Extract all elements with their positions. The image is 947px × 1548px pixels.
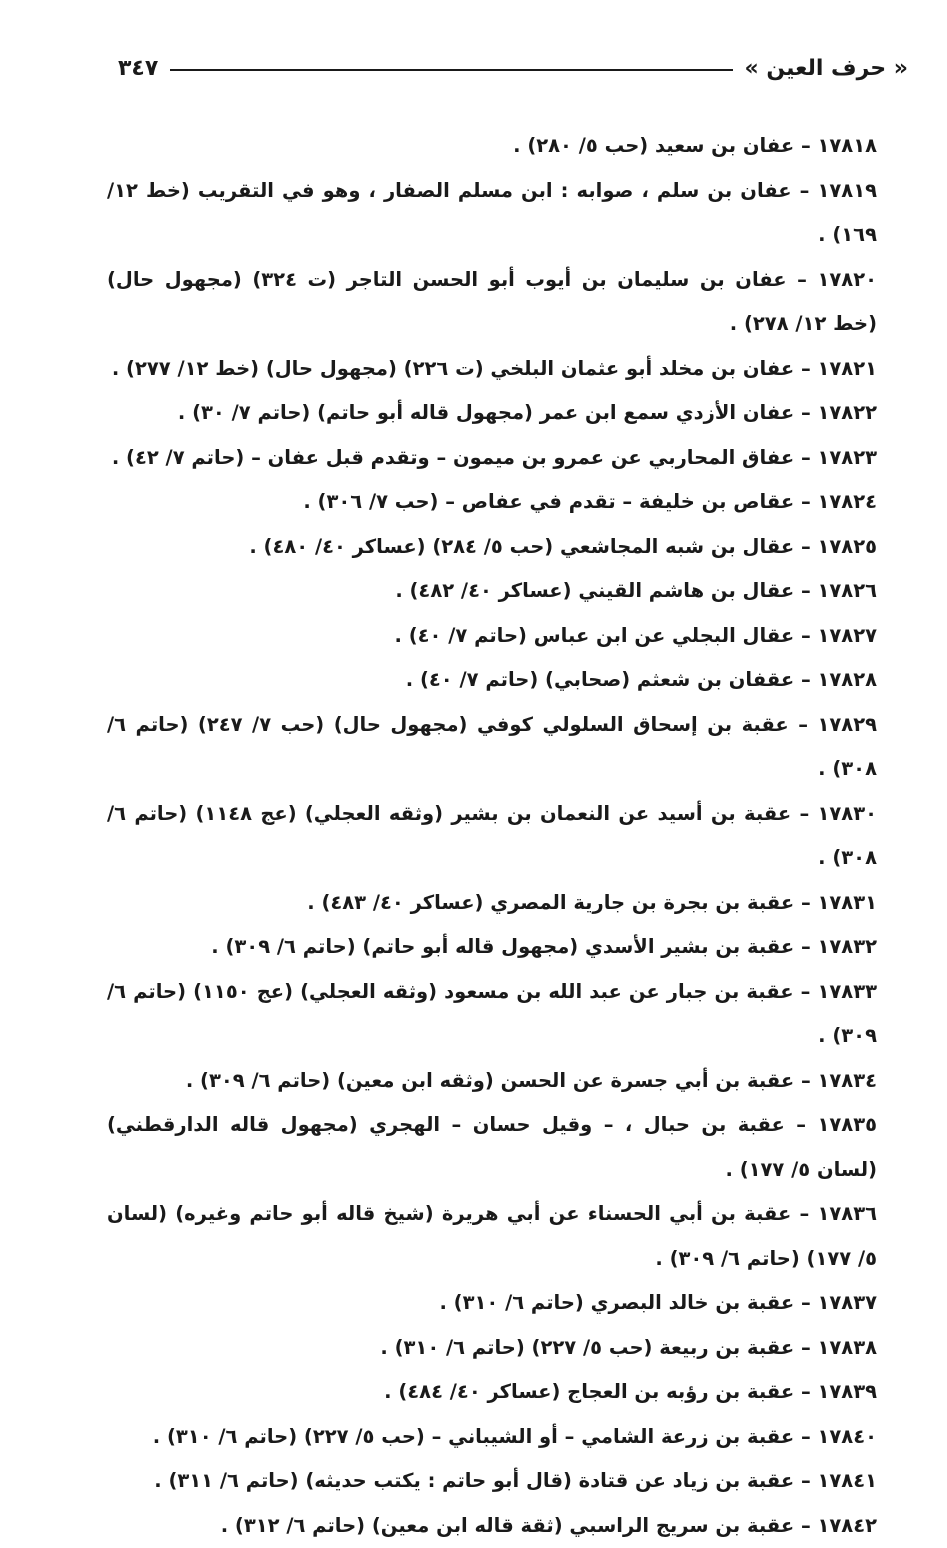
entry-number: ١٧٨٣١ — [817, 891, 877, 914]
entry-text: عقال البجلي عن ابن عباس (حاتم ٧/ ٤٠) . — [395, 624, 795, 647]
entry-text: عقال بن شبه المجاشعي (حب ٥/ ٢٨٤) (عساكر ٤٠/ ٤٨٠) . — [249, 535, 794, 558]
entry-text: عقبة بن بجرة بن جارية المصري (عساكر ٤٠/ ٤٨٣) . — [307, 891, 794, 914]
list-item: ١٧٨٢٥ – عقال بن شبه المجاشعي (حب ٥/ ٢٨٤) (عساكر ٤٠/ ٤٨٠) . — [107, 525, 877, 570]
entry-number: ١٧٨٢٢ — [817, 401, 877, 424]
page-number: ٣٤٧ — [118, 56, 158, 81]
entry-number: ١٧٨٢٤ — [817, 490, 877, 513]
list-item: ١٧٨٣٤ – عقبة بن أبي جسرة عن الحسن (وثقه ابن معين) (حاتم ٦/ ٣٠٩) . — [107, 1059, 877, 1104]
entry-number: ١٧٨٢٧ — [817, 624, 877, 647]
list-item: ١٧٨٣٥ – عقبة بن حبال ، – وقيل حسان – الهجري (مجهول قاله الدارقطني) (لسان ٥/ ١٧٧) . — [107, 1103, 877, 1192]
list-item: ١٧٨٢٣ – عفاق المحاربي عن عمرو بن ميمون – وتقدم قبل عفان – (حاتم ٧/ ٤٢) . — [107, 436, 877, 481]
entry-text: عقبة بن رؤبه بن العجاج (عساكر ٤٠/ ٤٨٤) . — [384, 1380, 794, 1403]
list-item: ١٧٨١٨ – عفان بن سعيد (حب ٥/ ٢٨٠) . — [107, 124, 877, 169]
list-item: ١٧٨٢٢ – عفان الأزدي سمع ابن عمر (مجهول قاله أبو حاتم) (حاتم ٧/ ٣٠) . — [107, 391, 877, 436]
list-item: ١٧٨٢٧ – عقال البجلي عن ابن عباس (حاتم ٧/ ٤٠) . — [107, 614, 877, 659]
list-item: ١٧٨٤١ – عقبة بن زياد عن قتادة (قال أبو حاتم : يكتب حديثه) (حاتم ٦/ ٣١١) . — [107, 1459, 877, 1504]
list-item: ١٧٨٣٩ – عقبة بن رؤبه بن العجاج (عساكر ٤٠/ ٤٨٤) . — [107, 1370, 877, 1415]
entry-number: ١٧٨١٨ — [817, 134, 877, 157]
entry-number: ١٧٨٣٦ — [817, 1202, 877, 1225]
entry-number: ١٧٨٤٠ — [817, 1425, 877, 1448]
entry-number: ١٧٨١٩ — [817, 179, 877, 202]
entry-number: ١٧٨٢٣ — [817, 446, 877, 469]
entry-text: عقبة بن بشير الأسدي (مجهول قاله أبو حاتم) (حاتم ٦/ ٣٠٩) . — [211, 935, 794, 958]
entry-text: عقفان بن شعثم (صحابي) (حاتم ٧/ ٤٠) . — [406, 668, 794, 691]
entry-text: عقبة بن إسحاق السلولي كوفي (مجهول حال) (حب ٧/ ٢٤٧) (حاتم ٦/ ٣٠٨) . — [107, 713, 877, 781]
entry-text: عفان بن مخلد أبو عثمان البلخي (ت ٢٢٦) (مجهول حال) (خط ١٢/ ٢٧٧) . — [112, 357, 794, 380]
entry-text: عقبة بن خالد البصري (حاتم ٦/ ٣١٠) . — [439, 1291, 794, 1314]
entry-number: ١٧٨٢٨ — [817, 668, 877, 691]
entry-text: عفان بن سعيد (حب ٥/ ٢٨٠) . — [513, 134, 794, 157]
header-rule — [170, 69, 732, 71]
entry-number: ١٧٨٤٢ — [817, 1514, 877, 1537]
list-item: ١٧٨٣٢ – عقبة بن بشير الأسدي (مجهول قاله أبو حاتم) (حاتم ٦/ ٣٠٩) . — [107, 925, 877, 970]
list-item: ١٧٨٢٤ – عقاص بن خليفة – تقدم في عفاص – (حب ٧/ ٣٠٦) . — [107, 480, 877, 525]
entry-number: ١٧٨٢٠ — [817, 268, 877, 291]
list-item: ١٧٨٢٩ – عقبة بن إسحاق السلولي كوفي (مجهول حال) (حب ٧/ ٢٤٧) (حاتم ٦/ ٣٠٨) . — [107, 703, 877, 792]
list-item: ١٧٨٤٠ – عقبة بن زرعة الشامي – أو الشيباني – (حب ٥/ ٢٢٧) (حاتم ٦/ ٣١٠) . — [107, 1415, 877, 1460]
entry-text: عقبة بن جبار عن عبد الله بن مسعود (وثقه العجلي) (عج ١١٥٠) (حاتم ٦/ ٣٠٩) . — [107, 980, 877, 1048]
entry-number: ١٧٨٢٦ — [817, 579, 877, 602]
entry-number: ١٧٨٣٤ — [817, 1069, 877, 1092]
list-item: ١٧٨٢٠ – عفان بن سليمان بن أيوب أبو الحسن التاجر (ت ٣٢٤) (مجهول حال) (خط ١٢/ ٢٧٨) . — [107, 258, 877, 347]
list-item: ١٧٨٣٦ – عقبة بن أبي الحسناء عن أبي هريرة (شيخ قاله أبو حاتم وغيره) (لسان ٥/ ١٧٧) (حاتم ٦/ ٣٠٩) . — [107, 1192, 877, 1281]
entry-text: عفان بن سلم ، صوابه : ابن مسلم الصفار ، وهو في التقريب (خط ١٢/ ١٦٩) . — [107, 179, 877, 247]
entry-number: ١٧٨٣٣ — [817, 980, 877, 1003]
entry-text: عقبة بن أبي جسرة عن الحسن (وثقه ابن معين) (حاتم ٦/ ٣٠٩) . — [186, 1069, 794, 1092]
entry-text: عفان الأزدي سمع ابن عمر (مجهول قاله أبو حاتم) (حاتم ٧/ ٣٠) . — [178, 401, 794, 424]
list-item: ١٧٨٤٢ – عقبة بن سريج الراسبي (ثقة قاله ابن معين) (حاتم ٦/ ٣١٢) . — [107, 1504, 877, 1548]
entry-number: ١٧٨٣٧ — [817, 1291, 877, 1314]
entry-text: عقبة بن زرعة الشامي – أو الشيباني – (حب ٥/ ٢٢٧) (حاتم ٦/ ٣١٠) . — [153, 1425, 794, 1448]
entry-text: عقاص بن خليفة – تقدم في عفاص – (حب ٧/ ٣٠٦) . — [303, 490, 794, 513]
entry-text: عقبة بن أسيد عن النعمان بن بشير (وثقه العجلي) (عج ١١٤٨) (حاتم ٦/ ٣٠٨) . — [107, 802, 877, 870]
entry-number: ١٧٨٣٩ — [817, 1380, 877, 1403]
entry-number: ١٧٨٢٥ — [817, 535, 877, 558]
entry-text: عقبة بن زياد عن قتادة (قال أبو حاتم : يكتب حديثه) (حاتم ٦/ ٣١١) . — [154, 1469, 794, 1492]
entry-text: عقبة بن أبي الحسناء عن أبي هريرة (شيخ قاله أبو حاتم وغيره) (لسان ٥/ ١٧٧) (حاتم ٦/ ٣٠٩) . — [107, 1202, 877, 1270]
entry-text: عقبة بن حبال ، – وقيل حسان – الهجري (مجهول قاله الدارقطني) (لسان ٥/ ١٧٧) . — [107, 1113, 877, 1181]
list-item: ١٧٨٣٣ – عقبة بن جبار عن عبد الله بن مسعود (وثقه العجلي) (عج ١١٥٠) (حاتم ٦/ ٣٠٩) . — [107, 970, 877, 1059]
entry-number: ١٧٨٤١ — [817, 1469, 877, 1492]
entry-number: ١٧٨٢٩ — [818, 713, 878, 736]
entry-text: عقال بن هاشم القيني (عساكر ٤٠/ ٤٨٢) . — [395, 579, 794, 602]
running-title: « حرف العين » — [745, 56, 909, 81]
list-item: ١٧٨٣٠ – عقبة بن أسيد عن النعمان بن بشير (وثقه العجلي) (عج ١١٤٨) (حاتم ٦/ ٣٠٨) . — [107, 792, 877, 881]
entry-text: عفاق المحاربي عن عمرو بن ميمون – وتقدم قبل عفان – (حاتم ٧/ ٤٢) . — [112, 446, 794, 469]
page-header — [118, 48, 908, 88]
entry-number: ١٧٨٣٥ — [817, 1113, 877, 1136]
list-item: ١٧٨٢٦ – عقال بن هاشم القيني (عساكر ٤٠/ ٤٨٢) . — [107, 569, 877, 614]
entry-number: ١٧٨٣٢ — [817, 935, 877, 958]
entry-list — [107, 124, 877, 1548]
list-item: ١٧٨٣١ – عقبة بن بجرة بن جارية المصري (عساكر ٤٠/ ٤٨٣) . — [107, 881, 877, 926]
list-item: ١٧٨٣٨ – عقبة بن ربيعة (حب ٥/ ٢٢٧) (حاتم ٦/ ٣١٠) . — [107, 1326, 877, 1371]
entry-text: عفان بن سليمان بن أيوب أبو الحسن التاجر (ت ٣٢٤) (مجهول حال) (خط ١٢/ ٢٧٨) . — [107, 268, 877, 336]
list-item: ١٧٨٣٧ – عقبة بن خالد البصري (حاتم ٦/ ٣١٠) . — [107, 1281, 877, 1326]
entry-number: ١٧٨٣٠ — [817, 802, 877, 825]
list-item: ١٧٨٢١ – عفان بن مخلد أبو عثمان البلخي (ت ٢٢٦) (مجهول حال) (خط ١٢/ ٢٧٧) . — [107, 347, 877, 392]
entry-number: ١٧٨٣٨ — [817, 1336, 877, 1359]
list-item: ١٧٨١٩ – عفان بن سلم ، صوابه : ابن مسلم الصفار ، وهو في التقريب (خط ١٢/ ١٦٩) . — [107, 169, 877, 258]
entry-text: عقبة بن سريج الراسبي (ثقة قاله ابن معين) (حاتم ٦/ ٣١٢) . — [221, 1514, 794, 1537]
entry-number: ١٧٨٢١ — [817, 357, 877, 380]
list-item: ١٧٨٢٨ – عقفان بن شعثم (صحابي) (حاتم ٧/ ٤٠) . — [107, 658, 877, 703]
entry-text: عقبة بن ربيعة (حب ٥/ ٢٢٧) (حاتم ٦/ ٣١٠) . — [380, 1336, 794, 1359]
